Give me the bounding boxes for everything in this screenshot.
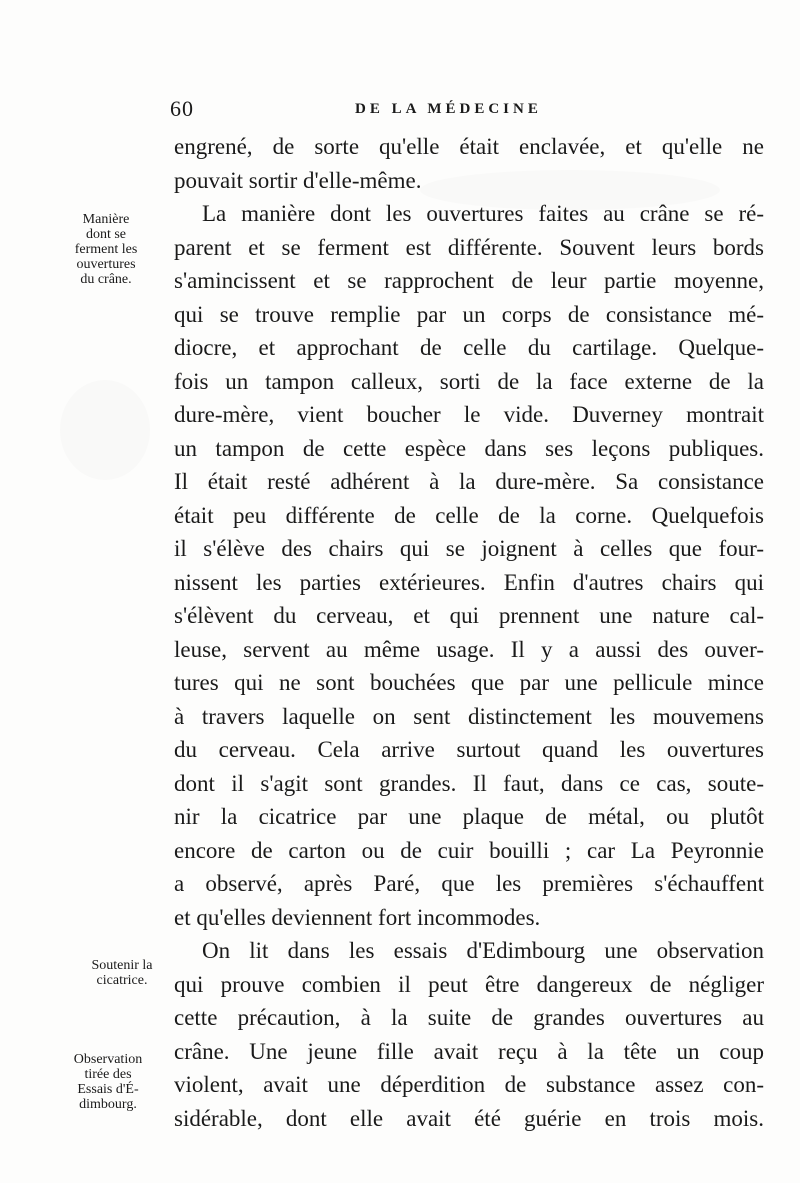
margin-note-cicatrice — [66, 958, 178, 988]
margin-note-line: du crâne. — [80, 272, 132, 287]
margin-note-line: Essais d'É- — [77, 1082, 139, 1097]
margin-note-line: ouvertures — [76, 257, 136, 272]
text-line: diocre, et approchant de celle du cartilage. Quelque- — [174, 335, 764, 360]
body-text — [174, 130, 764, 1135]
text-line: tures qui ne sont bouchées que par une pellicule mince — [174, 670, 764, 695]
text-line: à travers laquelle on sent distinctement les mouvemens — [174, 703, 764, 729]
text-line: On lit dans les essais d'Edimbourg une observation — [202, 938, 764, 963]
text-line: nissent les parties extérieures. Enfin d'autres chairs qui — [174, 569, 764, 595]
margin-note-line: cicatrice. — [96, 973, 148, 988]
margin-note-line: dimbourg. — [79, 1097, 137, 1112]
text-line: leuse, servent au même usage. Il y a aussi des ouver- — [174, 636, 764, 662]
text-line: cette précaution, à la suite de grandes ouvertures au — [174, 1005, 764, 1030]
page-number: 60 — [170, 96, 194, 121]
margin-note-line: tirée des — [84, 1067, 132, 1082]
text-line: fois un tampon calleux, sorti de la face externe de la — [174, 368, 764, 394]
text-line: crâne. Une jeune fille avait reçu à la tête un coup — [174, 1038, 764, 1064]
margin-note-line: dont se — [85, 227, 127, 242]
margin-note-line: Manière — [82, 212, 130, 227]
margin-note-observation — [58, 1052, 158, 1112]
text-line: dont il s'agit sont grandes. Il faut, dans ce cas, soute- — [174, 770, 764, 796]
text-line: qui se trouve remplie par un corps de consistance mé- — [174, 301, 764, 327]
text-line: il s'élève des chairs qui se joignent à celles que four- — [174, 536, 764, 561]
margin-note-line: ferment les — [74, 242, 138, 257]
text-line: s'élèvent du cerveau, et qui prennent une nature cal- — [174, 603, 764, 628]
text-line: du cerveau. Cela arrive surtout quand les ouvertures — [174, 737, 764, 762]
show-through-stain — [60, 380, 150, 480]
text-line: parent et se ferment est différente. Souvent leurs bords — [174, 234, 764, 260]
text-line: pouvait sortir d'elle-même. — [174, 167, 422, 193]
margin-note-line: Observation — [73, 1052, 143, 1067]
page-header — [170, 96, 590, 126]
text-line: Il était resté adhérent à la dure-mère. Sa consistance — [174, 469, 764, 494]
text-line: La manière dont les ouvertures faites au crâne se ré- — [202, 201, 764, 226]
text-line: et qu'elles deviennent fort incommodes. — [174, 904, 541, 930]
text-line: dure-mère, vient boucher le vide. Duverney montrait — [174, 402, 764, 427]
text-line: encore de carton ou de cuir bouilli ; car La Peyronnie — [174, 837, 764, 863]
text-line: engrené, de sorte qu'elle était enclavée, et qu'elle ne — [174, 134, 764, 159]
running-head: DE LA MÉDECINE — [355, 101, 542, 117]
text-line: qui prouve combien il peut être dangereux de négliger — [174, 971, 764, 997]
text-line: violent, avait une déperdition de substance assez con- — [174, 1072, 764, 1097]
text-line: un tampon de cette espèce dans ses leçons publiques. — [174, 435, 764, 461]
text-line: a observé, après Paré, que les premières s'échauffent — [174, 871, 764, 896]
text-line: était peu différente de celle de la corne. Quelquefois — [174, 502, 764, 528]
text-line: sidérable, dont elle avait été guérie en trois mois. — [174, 1105, 764, 1131]
text-line: s'amincissent et se rapprochent de leur partie moyenne, — [174, 268, 764, 293]
margin-note-line: Soutenir la — [91, 958, 153, 973]
text-line: nir la cicatrice par une plaque de métal, ou plutôt — [174, 804, 764, 829]
margin-note-closing — [56, 212, 156, 287]
